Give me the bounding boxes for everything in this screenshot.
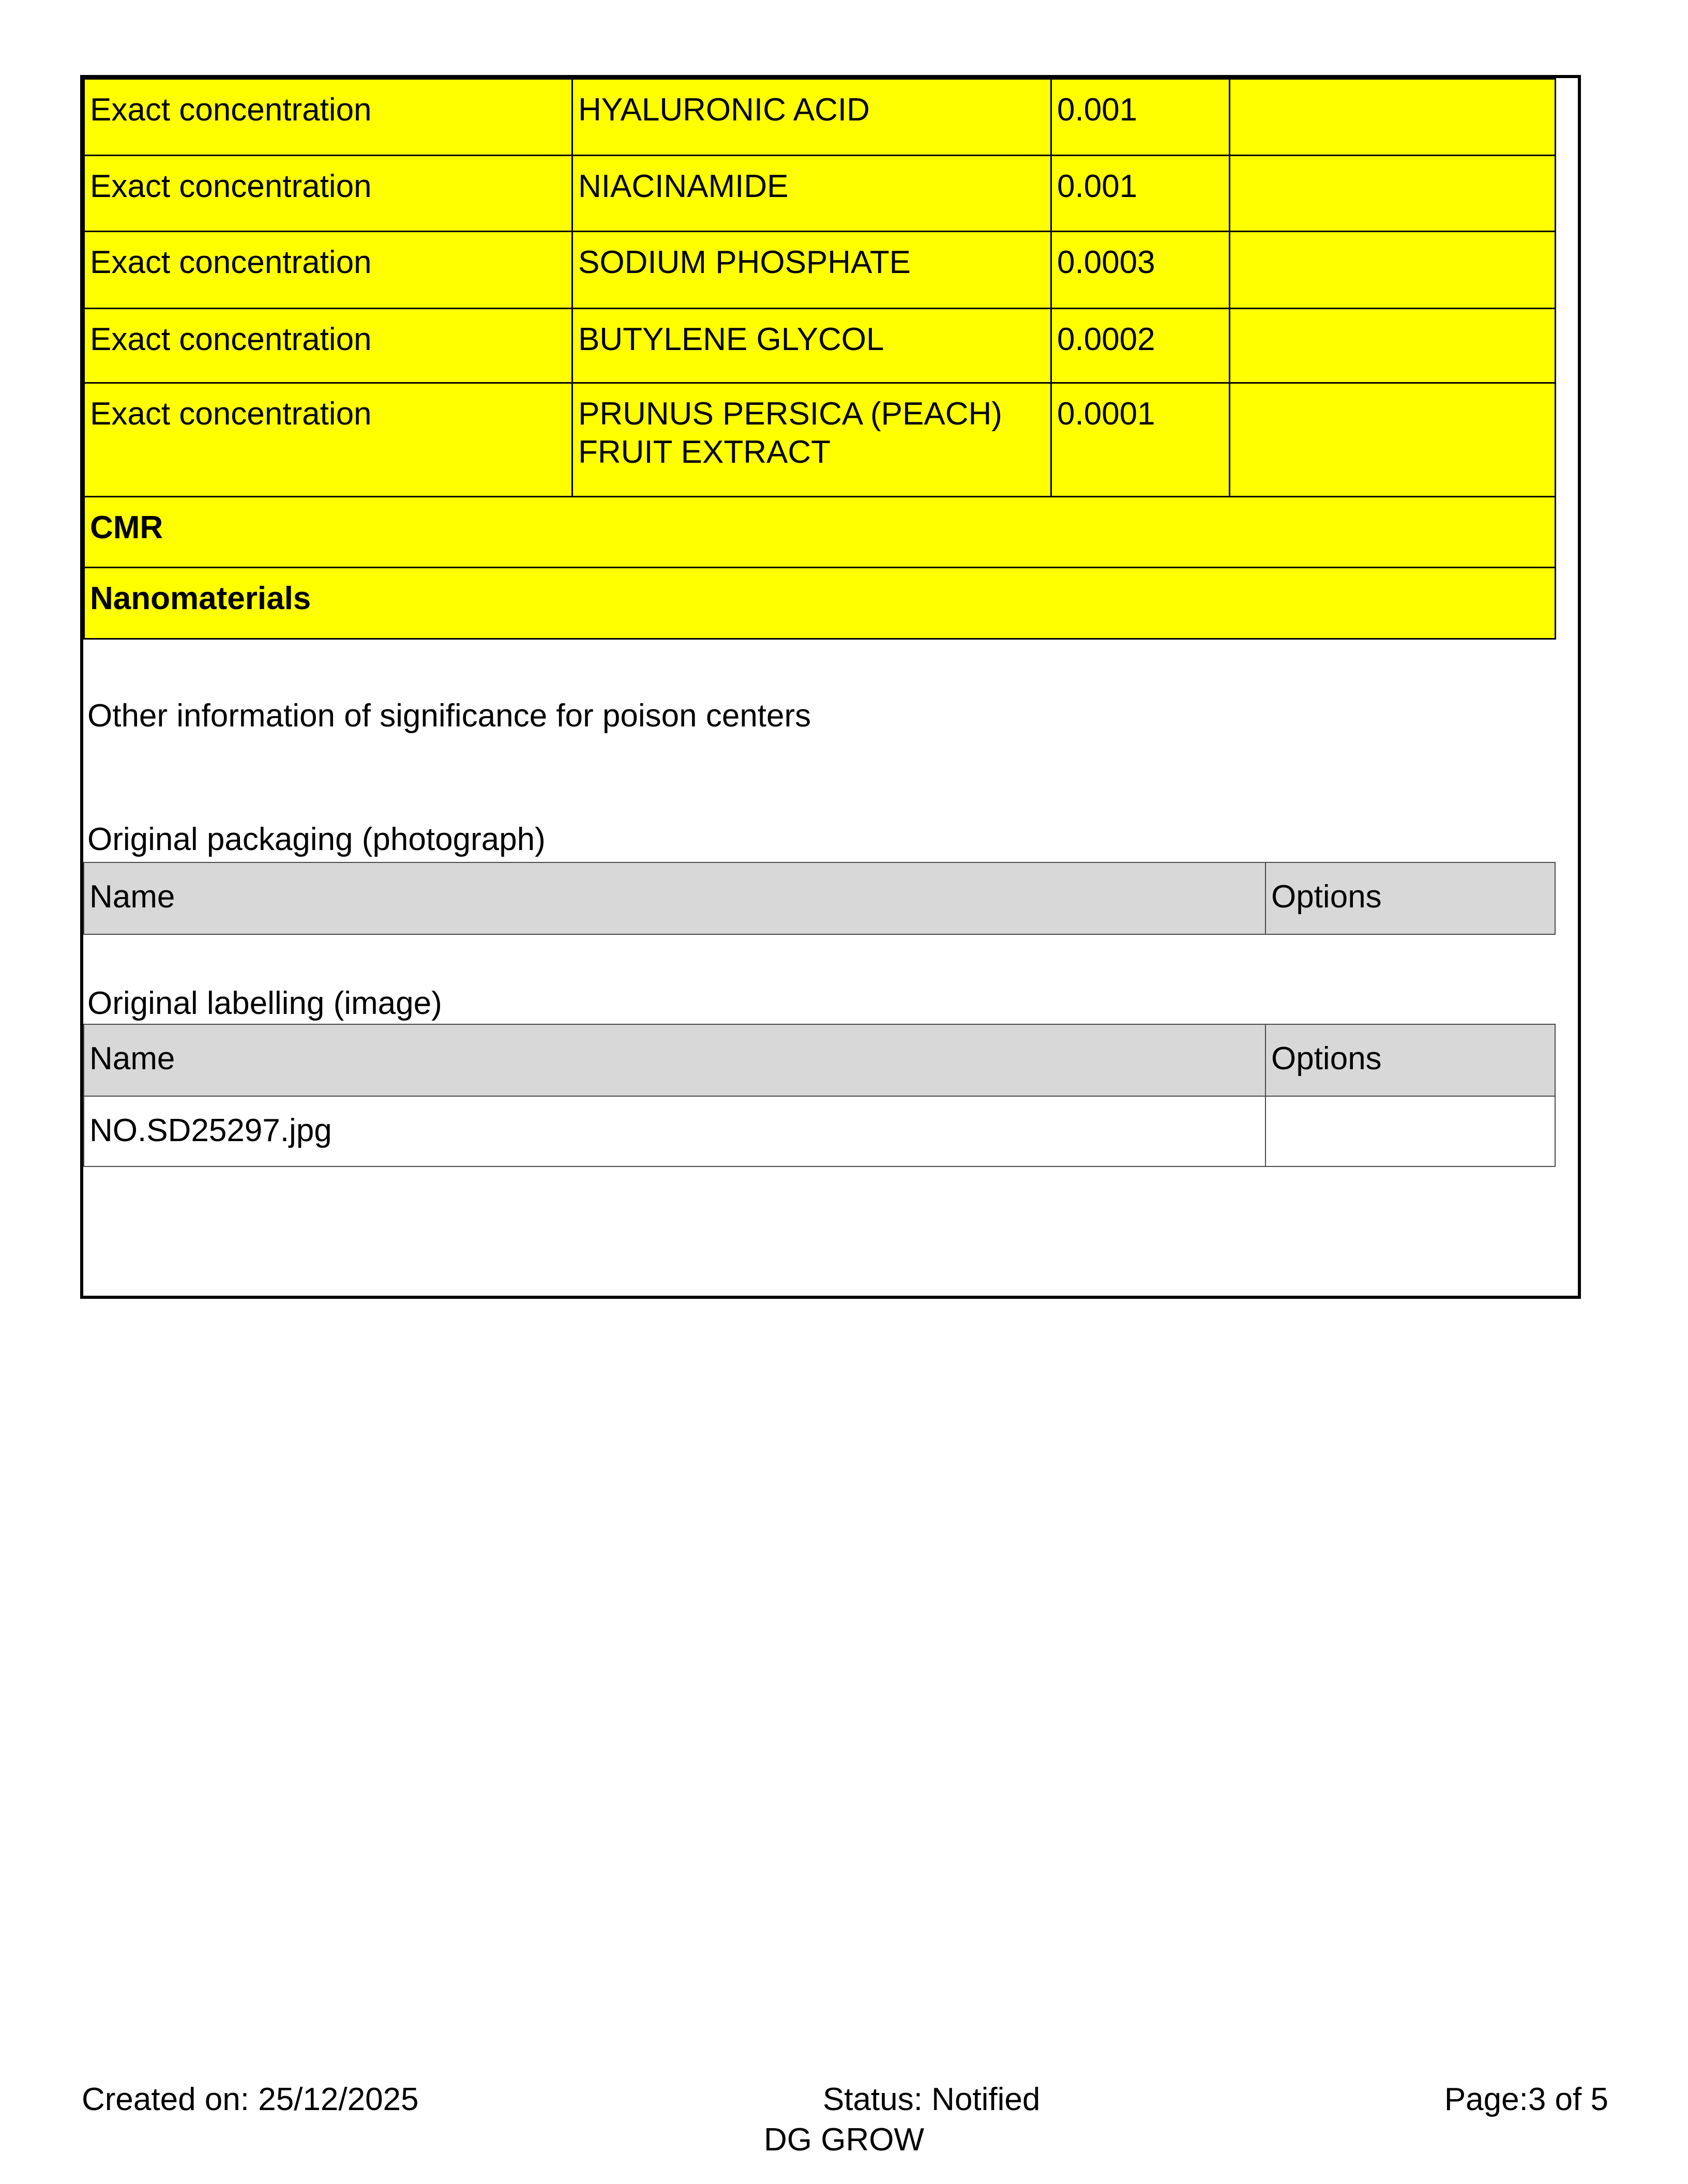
footer-page-number: Page:3 of 5 bbox=[1444, 2082, 1608, 2117]
ingredient-name-cell: NIACINAMIDE bbox=[572, 156, 1051, 232]
name-column-header: Name bbox=[84, 1024, 1265, 1096]
empty-cell bbox=[1230, 232, 1556, 309]
ingredient-name-cell: BUTYLENE GLYCOL bbox=[572, 309, 1051, 383]
attachment-file-name: NO.SD25297.jpg bbox=[84, 1096, 1265, 1166]
concentration-value-cell: 0.0003 bbox=[1051, 232, 1230, 309]
footer-status: Status: Notified bbox=[822, 2082, 1041, 2117]
cmr-row bbox=[84, 497, 1556, 568]
nanomaterials-label: Nanomaterials bbox=[84, 568, 1556, 639]
notification-content-box bbox=[80, 75, 1581, 1299]
table-row bbox=[84, 309, 1556, 383]
concentration-value-cell: 0.0001 bbox=[1051, 383, 1230, 497]
concentration-type-cell: Exact concentration bbox=[84, 156, 572, 232]
concentration-type-cell: Exact concentration bbox=[84, 79, 572, 156]
name-column-header: Name bbox=[84, 862, 1265, 934]
empty-cell bbox=[1230, 156, 1556, 232]
other-information-title: Other information of significance for poison centers bbox=[87, 698, 811, 734]
attachments-header-row bbox=[84, 862, 1555, 934]
attachments-header-row bbox=[84, 1024, 1555, 1096]
nanomaterials-row bbox=[84, 568, 1556, 639]
table-row bbox=[84, 232, 1556, 309]
empty-cell bbox=[1230, 383, 1556, 497]
empty-cell bbox=[1230, 309, 1556, 383]
concentration-value-cell: 0.0002 bbox=[1051, 309, 1230, 383]
concentration-type-cell: Exact concentration bbox=[84, 232, 572, 309]
options-column-header: Options bbox=[1265, 862, 1555, 934]
cmr-label: CMR bbox=[84, 497, 1556, 568]
ingredient-name-cell: HYALURONIC ACID bbox=[572, 79, 1051, 156]
concentration-type-cell: Exact concentration bbox=[84, 383, 572, 497]
concentration-value-cell: 0.001 bbox=[1051, 156, 1230, 232]
empty-cell bbox=[1230, 79, 1556, 156]
table-row bbox=[84, 79, 1556, 156]
ingredient-name-cell: PRUNUS PERSICA (PEACH) FRUIT EXTRACT bbox=[572, 383, 1051, 497]
attachment-file-options bbox=[1265, 1096, 1555, 1166]
ingredients-concentration-table bbox=[83, 78, 1556, 640]
original-labelling-title: Original labelling (image) bbox=[87, 985, 442, 1021]
original-packaging-title: Original packaging (photograph) bbox=[87, 822, 546, 857]
table-row bbox=[84, 383, 1556, 497]
footer-created-on: Created on: 25/12/2025 bbox=[82, 2082, 419, 2117]
footer-organisation: DG GROW bbox=[764, 2122, 924, 2158]
table-row bbox=[84, 156, 1556, 232]
packaging-attachments-table bbox=[83, 862, 1556, 935]
ingredient-name-cell: SODIUM PHOSPHATE bbox=[572, 232, 1051, 309]
concentration-type-cell: Exact concentration bbox=[84, 309, 572, 383]
page-footer bbox=[82, 2082, 1608, 2118]
attachment-file-row bbox=[84, 1096, 1555, 1166]
labelling-attachments-table bbox=[83, 1024, 1556, 1167]
concentration-value-cell: 0.001 bbox=[1051, 79, 1230, 156]
options-column-header: Options bbox=[1265, 1024, 1555, 1096]
